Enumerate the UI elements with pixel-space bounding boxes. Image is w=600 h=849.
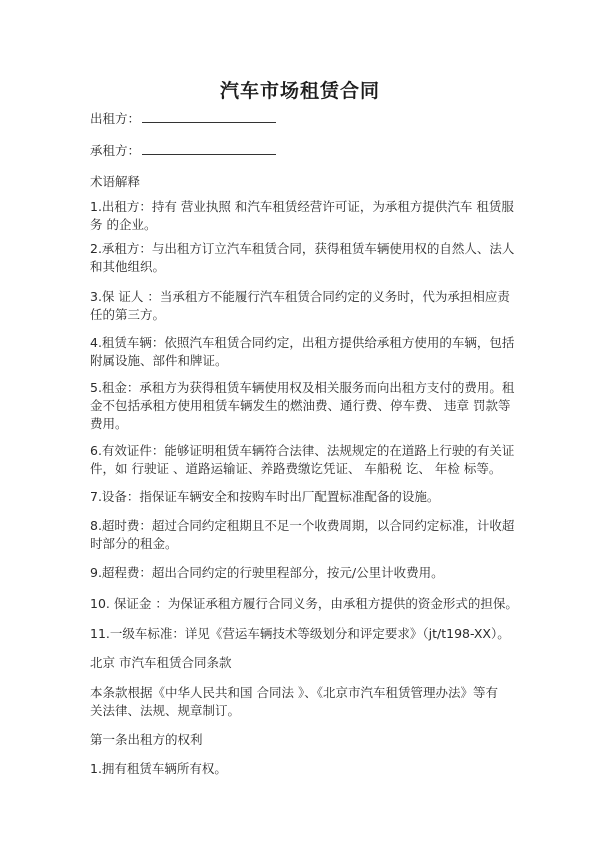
term-line: 件，如 行驶证 、道路运输证、养路费缴讫凭证、 车船税 讫、 年检 标等。 [90, 461, 502, 476]
term-9 [90, 564, 510, 582]
term-7 [90, 488, 510, 506]
term-line: 2.承租方：与出租方订立汽车租赁合同，获得租赁车辆使用权的自然人、法人 [90, 241, 515, 256]
term-3 [90, 288, 510, 324]
term-line: 费用。 [90, 416, 128, 431]
clause-intro [90, 684, 510, 720]
clause-heading: 北京 市汽车租赁合同条款 [90, 655, 232, 670]
term-line: 4.租赁车辆：依照汽车租赁合同约定，出租方提供给承租方使用的车辆，包括 [90, 335, 515, 350]
term-line: 和其他组织。 [90, 259, 166, 274]
article1-item-line: 1.拥有租赁车辆所有权。 [90, 761, 227, 776]
term-line: 3.保 证人 ：当承租方不能履行汽车租赁合同约定的义务时，代为承担相应责 [90, 289, 510, 304]
term-line: 10. 保证金 ：为保证承租方履行合同义务，由承租方提供的资金形式的担保。 [90, 596, 518, 611]
term-line: 务 的企业。 [90, 217, 157, 232]
lessor-line [90, 110, 276, 128]
term-4 [90, 334, 515, 370]
lessee-blank [142, 142, 276, 155]
term-line: 7.设备：指保证车辆安全和按购车时出厂配置标准配备的设施。 [90, 489, 440, 504]
lessor-label: 出租方： [90, 111, 141, 126]
term-8 [90, 517, 515, 553]
term-2 [90, 240, 515, 276]
term-line: 6.有效证件：能够证明租赁车辆符合法律、法规规定的在道路上行驶的有关证 [90, 443, 515, 458]
terms-heading: 术语解释 [90, 174, 141, 189]
term-line: 金不包括承租方使用租赁车辆发生的燃油费、通行费、停车费、 违章 罚款等 [90, 398, 511, 413]
term-line: 1.出租方：持有 营业执照 和汽车租赁经营许可证，为承租方提供汽车 租赁服 [90, 199, 514, 214]
term-1 [90, 198, 514, 234]
term-11 [90, 625, 510, 643]
term-10 [90, 595, 518, 613]
term-line: 11.一级车标准：详见《营运车辆技术等级划分和评定要求》（jt/t198-XX）。 [90, 626, 510, 641]
term-line: 8.超时费：超过合同约定租期且不足一个收费周期，以合同约定标准，计收超 [90, 518, 515, 533]
clause-intro-line: 本条款根据《中华人民共和国 合同法 》、《北京市汽车租赁管理办法》等有 [90, 685, 498, 700]
term-line: 9.超程费：超出合同约定的行驶里程部分，按元/公里计收费用。 [90, 565, 444, 580]
term-6 [90, 442, 515, 478]
lessor-blank [142, 110, 276, 123]
term-line: 5.租金：承租方为获得租赁车辆使用权及相关服务而向出租方支付的费用。租 [90, 380, 515, 395]
article1-heading: 第一条出租方的权利 [90, 732, 203, 747]
article1-item-1 [90, 760, 510, 778]
lessee-line [90, 142, 276, 160]
clause-intro-line: 关法律、法规、规章制订。 [90, 703, 241, 718]
term-line: 任的第三方。 [90, 307, 166, 322]
term-5 [90, 379, 515, 433]
page-title: 汽车市场租赁合同 [219, 80, 380, 102]
term-line: 附属设施、部件和牌证。 [90, 353, 228, 368]
term-line: 时部分的租金。 [90, 536, 178, 551]
lessee-label: 承租方： [90, 143, 141, 158]
